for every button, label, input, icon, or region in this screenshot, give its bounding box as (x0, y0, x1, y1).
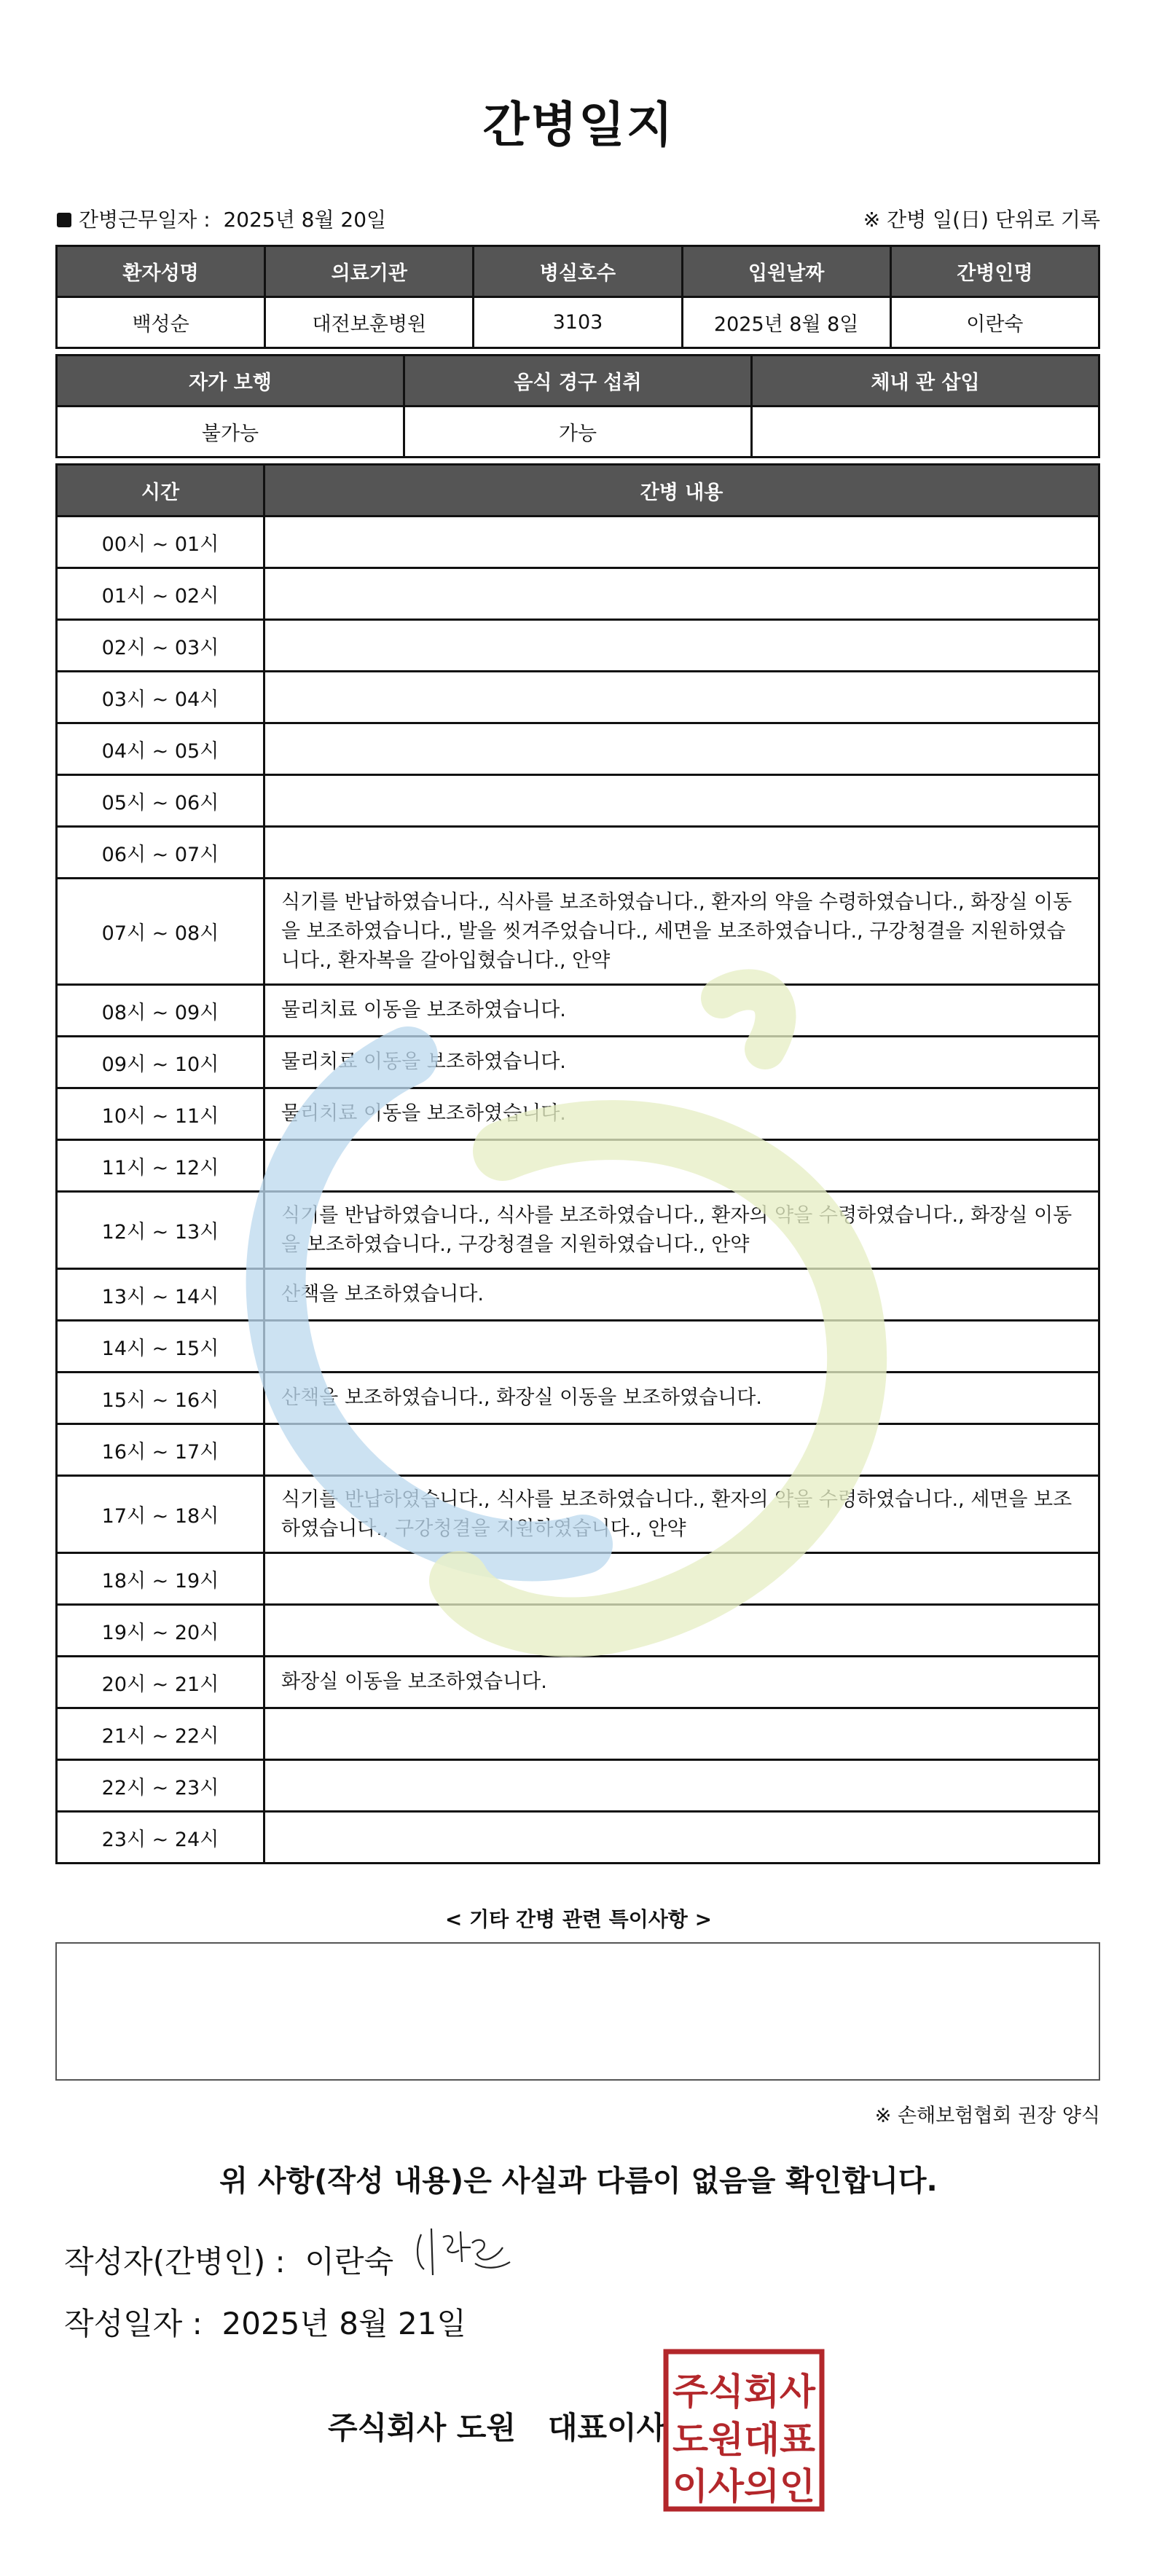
table-row (57, 1605, 1099, 1657)
table-row (57, 1192, 1099, 1269)
svg-text:주식회사: 주식회사 (672, 2371, 816, 2413)
care-content (264, 1424, 1099, 1476)
header-caregiver: 간병인명 (890, 246, 1099, 297)
care-content (264, 1553, 1099, 1605)
special-notes-box (55, 1942, 1100, 2081)
table-row (57, 1760, 1099, 1812)
care-content (264, 1140, 1099, 1192)
care-content (264, 1812, 1099, 1864)
table-row (57, 1812, 1099, 1864)
table-row (57, 827, 1099, 879)
work-date-line (57, 204, 386, 233)
time-slot: 00시 ~ 01시 (57, 517, 264, 568)
company-name: 주식회사 도원 (328, 2410, 517, 2446)
time-slot: 16시 ~ 17시 (57, 1424, 264, 1476)
header-room: 병실호수 (474, 246, 682, 297)
table-row (57, 985, 1099, 1037)
time-slot: 05시 ~ 06시 (57, 775, 264, 827)
write-date-value: 2025년 8월 21일 (221, 2306, 466, 2341)
care-content (264, 1605, 1099, 1657)
writer-line (64, 2238, 393, 2282)
bullet-square-icon (57, 213, 71, 227)
tube-insertion-value (752, 407, 1099, 458)
time-slot: 18시 ~ 19시 (57, 1553, 264, 1605)
care-content: 식기를 반납하였습니다., 식사를 보조하였습니다., 환자의 약을 수령하였습니다., 화장실 이동을 보조하였습니다., 발을 씻겨주었습니다., 세면을 보조하였습니다., 구강청결을 지원하였습니다., 환자복을 갈아입혔습니다., 안약 (264, 879, 1099, 985)
table-row (57, 723, 1099, 775)
time-slot: 11시 ~ 12시 (57, 1140, 264, 1192)
time-slot: 22시 ~ 23시 (57, 1760, 264, 1812)
company-seal-stamp (662, 2347, 826, 2513)
time-slot: 13시 ~ 14시 (57, 1269, 264, 1321)
care-content (264, 723, 1099, 775)
table-row (57, 1269, 1099, 1321)
table-row (57, 1476, 1099, 1553)
work-date-label: 간병근무일자 : (79, 208, 211, 232)
time-slot: 15시 ~ 16시 (57, 1373, 264, 1424)
header-tube-insertion: 체내 관 삽입 (752, 356, 1099, 407)
table-row (57, 1088, 1099, 1140)
care-content (264, 1760, 1099, 1812)
association-note: ※ 손해보험협회 권장 양식 (874, 2105, 1100, 2127)
time-slot: 17시 ~ 18시 (57, 1476, 264, 1553)
time-slot: 07시 ~ 08시 (57, 879, 264, 985)
ceo-title: 대표이사 (547, 2410, 667, 2446)
care-content: 산책을 보조하였습니다. (264, 1269, 1099, 1321)
page-title: 간병일지 (482, 97, 675, 153)
table-row (57, 1373, 1099, 1424)
write-date-line (64, 2300, 466, 2344)
header-patient-name: 환자성명 (57, 246, 265, 297)
caregiver-name: 이란숙 (890, 297, 1099, 348)
time-slot: 14시 ~ 15시 (57, 1321, 264, 1373)
unit-note: ※ 간병 일(日) 단위로 기록 (863, 208, 1100, 232)
care-content: 산책을 보조하였습니다., 화장실 이동을 보조하였습니다. (264, 1373, 1099, 1424)
patient-status-table (55, 354, 1100, 458)
time-slot: 01시 ~ 02시 (57, 568, 264, 620)
table-row (57, 879, 1099, 985)
care-content (264, 775, 1099, 827)
confirmation-statement: 위 사항(작성 내용)은 사실과 다름이 없음을 확인합니다. (219, 2164, 938, 2198)
table-row (57, 620, 1099, 672)
time-slot: 12시 ~ 13시 (57, 1192, 264, 1269)
work-date-value: 2025년 8월 20일 (223, 208, 387, 232)
oral-intake-value: 가능 (404, 407, 752, 458)
time-slot: 19시 ~ 20시 (57, 1605, 264, 1657)
table-row (57, 1657, 1099, 1708)
special-notes-title: < 기타 간병 관련 특이사항 > (444, 1907, 713, 1931)
header-admission-date: 입원날짜 (682, 246, 890, 297)
table-row (57, 1708, 1099, 1760)
table-row (57, 1140, 1099, 1192)
time-slot: 04시 ~ 05시 (57, 723, 264, 775)
time-slot: 23시 ~ 24시 (57, 1812, 264, 1864)
header-care-content: 간병 내용 (264, 465, 1099, 517)
care-content (264, 568, 1099, 620)
admission-date: 2025년 8월 8일 (682, 297, 890, 348)
table-row (57, 517, 1099, 568)
care-content: 물리치료 이동을 보조하였습니다. (264, 1037, 1099, 1088)
self-walking-value: 불가능 (57, 407, 404, 458)
writer-label: 작성자(간병인) : (64, 2244, 286, 2279)
care-content (264, 620, 1099, 672)
table-row (57, 672, 1099, 723)
time-slot: 02시 ~ 03시 (57, 620, 264, 672)
time-slot: 21시 ~ 22시 (57, 1708, 264, 1760)
care-content (264, 672, 1099, 723)
care-content: 물리치료 이동을 보조하였습니다. (264, 985, 1099, 1037)
patient-name: 백성순 (57, 297, 265, 348)
table-row (57, 1037, 1099, 1088)
writer-name: 이란숙 (305, 2244, 394, 2279)
table-row (57, 775, 1099, 827)
time-slot: 06시 ~ 07시 (57, 827, 264, 879)
time-slot: 20시 ~ 21시 (57, 1657, 264, 1708)
header-oral-intake: 음식 경구 섭취 (404, 356, 752, 407)
table-row (57, 1553, 1099, 1605)
header-self-walking: 자가 보행 (57, 356, 404, 407)
handwritten-signature (408, 2218, 517, 2284)
table-row (57, 568, 1099, 620)
care-content (264, 1708, 1099, 1760)
time-slot: 09시 ~ 10시 (57, 1037, 264, 1088)
care-content (264, 1321, 1099, 1373)
header-hospital: 의료기관 (265, 246, 474, 297)
table-row (57, 1321, 1099, 1373)
table-row (57, 1424, 1099, 1476)
svg-text:도원대표: 도원대표 (672, 2419, 816, 2461)
care-content (264, 827, 1099, 879)
care-log-table (55, 463, 1100, 1864)
company-line (328, 2404, 666, 2448)
header-time: 시간 (57, 465, 264, 517)
care-content: 물리치료 이동을 보조하였습니다. (264, 1088, 1099, 1140)
time-slot: 08시 ~ 09시 (57, 985, 264, 1037)
care-content (264, 517, 1099, 568)
care-content: 화장실 이동을 보조하였습니다. (264, 1657, 1099, 1708)
room-number: 3103 (474, 297, 682, 348)
write-date-label: 작성일자 : (64, 2306, 203, 2341)
care-content: 식기를 반납하였습니다., 식사를 보조하였습니다., 환자의 약을 수령하였습니다., 화장실 이동을 보조하였습니다., 구강청결을 지원하였습니다., 안약 (264, 1192, 1099, 1269)
time-slot: 10시 ~ 11시 (57, 1088, 264, 1140)
time-slot: 03시 ~ 04시 (57, 672, 264, 723)
svg-text:이사의인: 이사의인 (672, 2465, 815, 2508)
patient-info-table (55, 245, 1100, 349)
care-content: 식기를 반납하였습니다., 식사를 보조하였습니다., 환자의 약을 수령하였습니다., 세면을 보조하였습니다., 구강청결을 지원하였습니다., 안약 (264, 1476, 1099, 1553)
hospital-name: 대전보훈병원 (265, 297, 474, 348)
